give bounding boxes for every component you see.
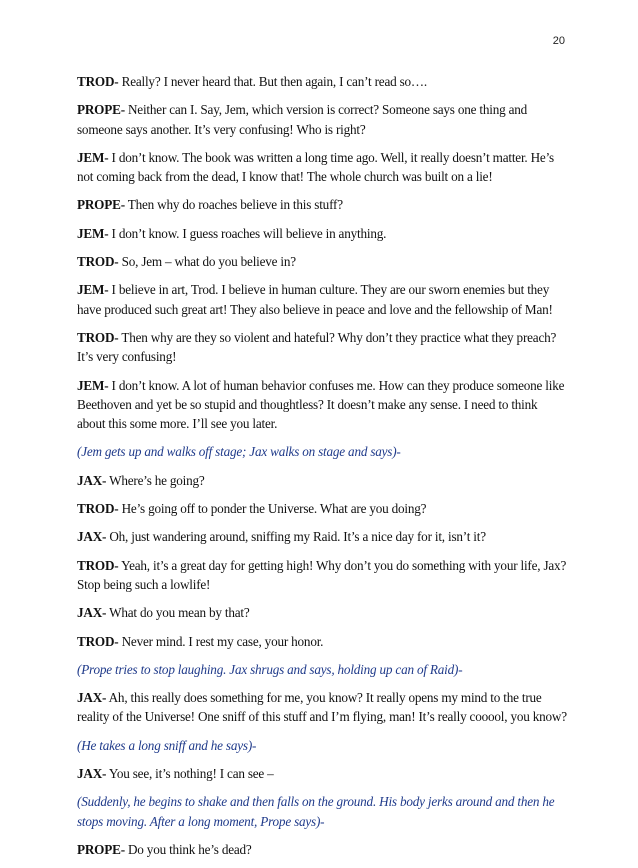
- dialogue-text: Really? I never heard that. But then again, I can’t read so….: [118, 74, 427, 89]
- dialogue-text: Then why are they so violent and hateful? Why don’t they practice what they preach? It’s very confusing!: [77, 329, 557, 365]
- speaker-name: JEM-: [77, 149, 109, 165]
- dialogue-line: [77, 252, 567, 271]
- dialogue-text: I don’t know. I guess roaches will believe in anything.: [108, 225, 387, 241]
- speaker-name: JAX-: [77, 766, 107, 782]
- speaker-name: JEM-: [77, 225, 109, 241]
- dialogue-line: [77, 556, 567, 595]
- dialogue-text: I don’t know. The book was written a long time ago. Well, it really doesn’t matter. He’s not coming back from the dead, I know that! The whole church was built on a lie!: [77, 149, 554, 185]
- script-body: [77, 72, 567, 868]
- dialogue-text: Neither can I. Say, Jem, which version is correct? Someone says one thing and someone says another. It’s very confusing! Who is right?: [77, 102, 528, 137]
- speaker-name: TROD-: [77, 501, 119, 517]
- dialogue-text: Where’s he going?: [106, 472, 205, 488]
- dialogue-text: Then why do roaches believe in this stuff?: [124, 197, 343, 213]
- dialogue-text: I don’t know. A lot of human behavior confuses me. How can they produce someone like Beethoven and yet be so stupid and thoughtless? It doesn’t make any sense. I need to think about this some more. I’ll see you later.: [77, 377, 565, 432]
- speaker-name: JAX-: [77, 529, 107, 545]
- dialogue-text: What do you mean by that?: [106, 605, 250, 621]
- stage-direction: (Prope tries to stop laughing. Jax shrugs and says, holding up can of Raid)-: [77, 661, 463, 677]
- dialogue-line: [77, 527, 567, 546]
- dialogue-line: [77, 840, 567, 859]
- speaker-name: TROD-: [77, 74, 119, 89]
- speaker-name: PROPE-: [77, 102, 125, 118]
- dialogue-line: [77, 72, 567, 91]
- dialogue-text: So, Jem – what do you believe in?: [118, 254, 296, 270]
- stage-direction: (Jem gets up and walks off stage; Jax walks on stage and says)-: [77, 444, 401, 460]
- speaker-name: JEM-: [77, 377, 109, 393]
- dialogue-line: [77, 195, 567, 214]
- speaker-name: TROD-: [77, 633, 119, 649]
- dialogue-text: Ah, this really does something for me, you know? It really opens my mind to the true reality of the Universe! One sniff of this stuff and I’m flying, man! It’s really cooool, you know?: [77, 690, 567, 725]
- dialogue-text: You see, it’s nothing! I can see –: [106, 766, 274, 782]
- speaker-name: PROPE-: [77, 197, 125, 213]
- dialogue-line: [77, 376, 567, 434]
- dialogue-line: [77, 688, 567, 727]
- speaker-name: TROD-: [77, 557, 119, 573]
- dialogue-text: I believe in art, Trod. I believe in human culture. They are our sworn enemies but they have produced such great art! They also believe in peace and love and the fellowship of Man!: [77, 282, 553, 317]
- dialogue-line: [77, 764, 567, 783]
- speaker-name: TROD-: [77, 329, 119, 345]
- dialogue-text: He’s going off to ponder the Universe. What are you doing?: [118, 501, 427, 517]
- dialogue-line: [77, 100, 567, 139]
- stage-direction: (Suddenly, he begins to shake and then falls on the ground. His body jerks around and then he stops moving. After a long moment, Prope says)-: [77, 794, 555, 829]
- page-number: 20: [552, 35, 565, 47]
- dialogue-line: [77, 499, 567, 518]
- dialogue-line: [77, 224, 567, 243]
- speaker-name: PROPE-: [77, 841, 125, 857]
- dialogue-line: [77, 471, 567, 490]
- speaker-name: JEM-: [77, 282, 109, 298]
- dialogue-text: Never mind. I rest my case, your honor.: [118, 633, 324, 649]
- dialogue-text: Do you think he’s dead?: [124, 841, 252, 857]
- dialogue-line: [77, 632, 567, 651]
- dialogue-line: [77, 328, 567, 367]
- speaker-name: JAX-: [77, 690, 107, 706]
- speaker-name: TROD-: [77, 254, 119, 270]
- stage-direction: (He takes a long sniff and he says)-: [77, 737, 257, 753]
- speaker-name: JAX-: [77, 605, 107, 621]
- speaker-name: JAX-: [77, 472, 107, 488]
- dialogue-text: Oh, just wandering around, sniffing my Raid. It’s a nice day for it, isn’t it?: [106, 529, 486, 545]
- dialogue-line: [77, 148, 567, 187]
- dialogue-text: Yeah, it’s a great day for getting high! Why don’t you do something with your life, Jax? Stop being such a lowlife!: [77, 557, 567, 592]
- dialogue-line: [77, 603, 567, 622]
- dialogue-line: [77, 280, 567, 319]
